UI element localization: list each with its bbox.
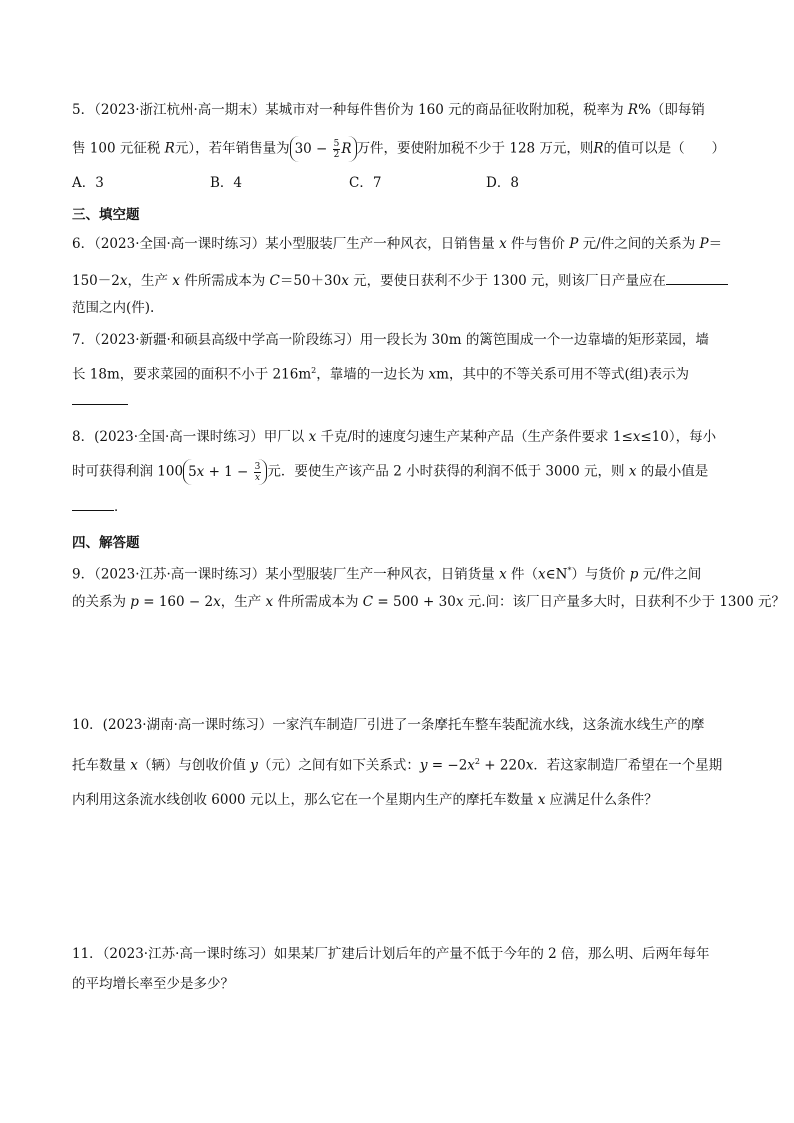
q9-text: 的关系为 bbox=[72, 594, 131, 610]
q8-text: ≤10），每小 bbox=[640, 429, 717, 445]
variable-y: y bbox=[419, 757, 428, 774]
q5-text: %（即每销 bbox=[638, 102, 705, 118]
fraction-denominator: x bbox=[255, 473, 261, 483]
variable-x: x bbox=[119, 273, 128, 289]
q9-text: 元.问：该厂日产量多大时，日获利不少于 1300 元？ bbox=[463, 594, 785, 610]
q9-text: ∈N bbox=[545, 566, 568, 583]
q9-text: = 160 − 2 bbox=[138, 594, 214, 610]
profit-expression bbox=[183, 459, 267, 485]
q6-text: ，生产 bbox=[127, 273, 173, 289]
variable-y: y bbox=[250, 757, 258, 774]
q6-text: 6．（2023·全国·高一课时练习）某小型服装厂生产一种风衣，日销售量 bbox=[72, 236, 500, 252]
q7-line-1: 7．（2023·新疆·和硕县高级中学高一阶段练习）用一段长为 30m 的篱笆围成一个一边靠墙的矩形菜园，墙 bbox=[72, 332, 709, 348]
q6-text: 件与售价 bbox=[506, 236, 570, 252]
q7-line-2 bbox=[72, 360, 689, 382]
variable-x: x bbox=[632, 429, 641, 445]
fraction-denominator: 2 bbox=[333, 150, 340, 160]
q8-line-1 bbox=[72, 426, 716, 448]
q8-line-3 bbox=[72, 496, 128, 518]
q5-line-1 bbox=[72, 99, 705, 121]
q5-text: 5．（2023·浙江杭州·高一期末）某城市对一种每件售价为 160 元的商品征收附加税，税率为 bbox=[72, 102, 628, 118]
fraction bbox=[254, 462, 262, 483]
q8-text: 元．要使生产该产品 2 小时获得的利润不低于 3000 元，则 bbox=[267, 463, 629, 480]
q8-text: 的最小值是 bbox=[636, 463, 709, 480]
q6-text: 150－2 bbox=[72, 273, 120, 289]
variable-x: x bbox=[265, 594, 274, 610]
q9-text: 件所需成本为 bbox=[273, 594, 363, 610]
variable-x: x bbox=[628, 463, 637, 480]
q5-text: 售 100 元征税 bbox=[72, 140, 165, 157]
q6-text: ＝ bbox=[708, 236, 723, 252]
variable-p: p bbox=[130, 594, 139, 610]
variable-x: x bbox=[538, 566, 546, 583]
variable-x: x bbox=[341, 273, 349, 289]
variable-x: x bbox=[196, 464, 205, 480]
q7-text: ，靠墙的一边长为 bbox=[316, 366, 429, 383]
q5-text: 万件，要使附加税不少于 128 万元，则 bbox=[356, 140, 594, 157]
variable-x: x bbox=[130, 757, 138, 774]
option-a[interactable]: A．3 bbox=[72, 175, 104, 191]
superscript: * bbox=[567, 566, 572, 575]
q5-line-2 bbox=[72, 136, 725, 158]
q9-text: 件（ bbox=[506, 566, 538, 583]
q6-text: ＝50＋30 bbox=[279, 273, 342, 289]
variable-c: C bbox=[269, 273, 280, 289]
expr-text: 5 bbox=[188, 464, 197, 480]
q8-text: 8．(2023·全国·高一课时练习）甲厂以 bbox=[72, 429, 309, 445]
exponent: 2 bbox=[311, 366, 317, 375]
variable-x: x bbox=[213, 594, 221, 610]
q10-text: 托车数量 bbox=[72, 757, 131, 774]
q10-text: ．若这家制造厂希望在一个星期 bbox=[533, 757, 723, 774]
q10-line-1: 10．(2023·湖南·高一课时练习）一家汽车制造厂引进了一条摩托车整车装配流水线，这条流水线生产的摩 bbox=[72, 717, 705, 733]
q8-line-2 bbox=[72, 459, 708, 481]
section-heading-solutions: 四、解答题 bbox=[72, 535, 140, 551]
q6-line-1 bbox=[72, 233, 722, 255]
q9-text: 元/件之间 bbox=[638, 566, 702, 583]
equation-text: = −2 bbox=[427, 757, 468, 774]
equation-text: + 220 bbox=[480, 757, 526, 774]
section-heading-fill-in: 三、填空题 bbox=[72, 207, 140, 223]
expr-text: 30 − bbox=[294, 141, 332, 157]
q6-text: 元，要使日获利不少于 1300 元，则该厂日产量应在 bbox=[348, 273, 667, 289]
q8-text: ． bbox=[114, 499, 128, 515]
answer-blank[interactable] bbox=[666, 270, 728, 285]
q10-line-2 bbox=[72, 751, 722, 773]
q5-options bbox=[72, 172, 712, 194]
q9-line-1 bbox=[72, 560, 701, 582]
option-d[interactable]: D．8 bbox=[486, 175, 519, 191]
fraction-numerator: 3 bbox=[254, 462, 261, 472]
q6-line-3: 范围之内(件). bbox=[72, 300, 155, 316]
expr-text: + 1 − bbox=[204, 464, 253, 480]
q9-text: 9．（2023·江苏·高一课时练习）某小型服装厂生产一种风衣，日销货量 bbox=[72, 566, 500, 583]
variable-x: x bbox=[537, 792, 546, 808]
variable-r: R bbox=[627, 102, 639, 118]
q9-text: = 500 + 30 bbox=[373, 594, 456, 610]
fraction bbox=[333, 139, 341, 160]
variable-x: x bbox=[499, 236, 507, 252]
fraction-numerator: 5 bbox=[333, 139, 340, 149]
q7-line-3 bbox=[72, 390, 128, 412]
variable-p: P bbox=[569, 236, 579, 252]
q10-text: （元）之间有如下关系式： bbox=[257, 757, 420, 774]
answer-blank[interactable] bbox=[72, 496, 114, 511]
variable-x: x bbox=[428, 366, 437, 383]
q10-text: （辆）与创收价值 bbox=[137, 757, 251, 774]
q6-text: 元/件之间的关系为 bbox=[578, 236, 700, 252]
variable-x: x bbox=[172, 273, 180, 289]
variable-x: x bbox=[467, 757, 475, 774]
variable-x: x bbox=[525, 757, 534, 774]
q8-text: 千克/时的速度匀速生产某种产品（生产条件要求 1≤ bbox=[316, 429, 633, 445]
q11-line-1: 11．（2023·江苏·高一课时练习）如果某厂扩建后计划后年的产量不低于今年的 2 倍，那么明、后两年每年 bbox=[72, 946, 710, 962]
variable-x: x bbox=[455, 594, 464, 610]
variable-x: x bbox=[308, 429, 317, 445]
q10-text: 应满足什么条件？ bbox=[545, 792, 658, 808]
variable-r: R bbox=[341, 141, 352, 157]
variable-r: R bbox=[593, 140, 604, 157]
q5-text: 的值可以是（ ） bbox=[603, 140, 726, 157]
q6-text: 件所需成本为 bbox=[179, 273, 270, 289]
answer-blank[interactable] bbox=[72, 390, 128, 405]
q8-text: 时可获得利润 100 bbox=[72, 463, 184, 480]
variable-r: R bbox=[164, 140, 175, 157]
option-c[interactable]: C．7 bbox=[349, 175, 382, 191]
q10-text: 内利用这条流水线创收 6000 元以上，那么它在一个星期内生产的摩托车数量 bbox=[72, 792, 538, 808]
q6-line-2 bbox=[72, 270, 728, 292]
q9-text: ）与货价 bbox=[571, 566, 630, 583]
sales-expression bbox=[290, 136, 357, 162]
variable-c: C bbox=[362, 594, 374, 610]
option-b[interactable]: B．4 bbox=[210, 175, 243, 191]
q9-line-2 bbox=[72, 591, 785, 613]
variable-p: p bbox=[629, 566, 639, 583]
q9-text: ，生产 bbox=[220, 594, 266, 610]
q10-line-3 bbox=[72, 789, 658, 811]
q5-text: 元），若年销售量为 bbox=[174, 140, 290, 157]
q11-line-2: 的平均增长率至少是多少？ bbox=[72, 976, 234, 992]
exponent: 2 bbox=[474, 757, 481, 766]
q7-text: m，其中的不等关系可用不等式(组)表示为 bbox=[436, 366, 689, 383]
variable-p: P bbox=[699, 236, 709, 252]
variable-x: x bbox=[499, 566, 507, 583]
q7-text: 长 18m，要求菜园的面积不小于 216m bbox=[72, 366, 312, 383]
